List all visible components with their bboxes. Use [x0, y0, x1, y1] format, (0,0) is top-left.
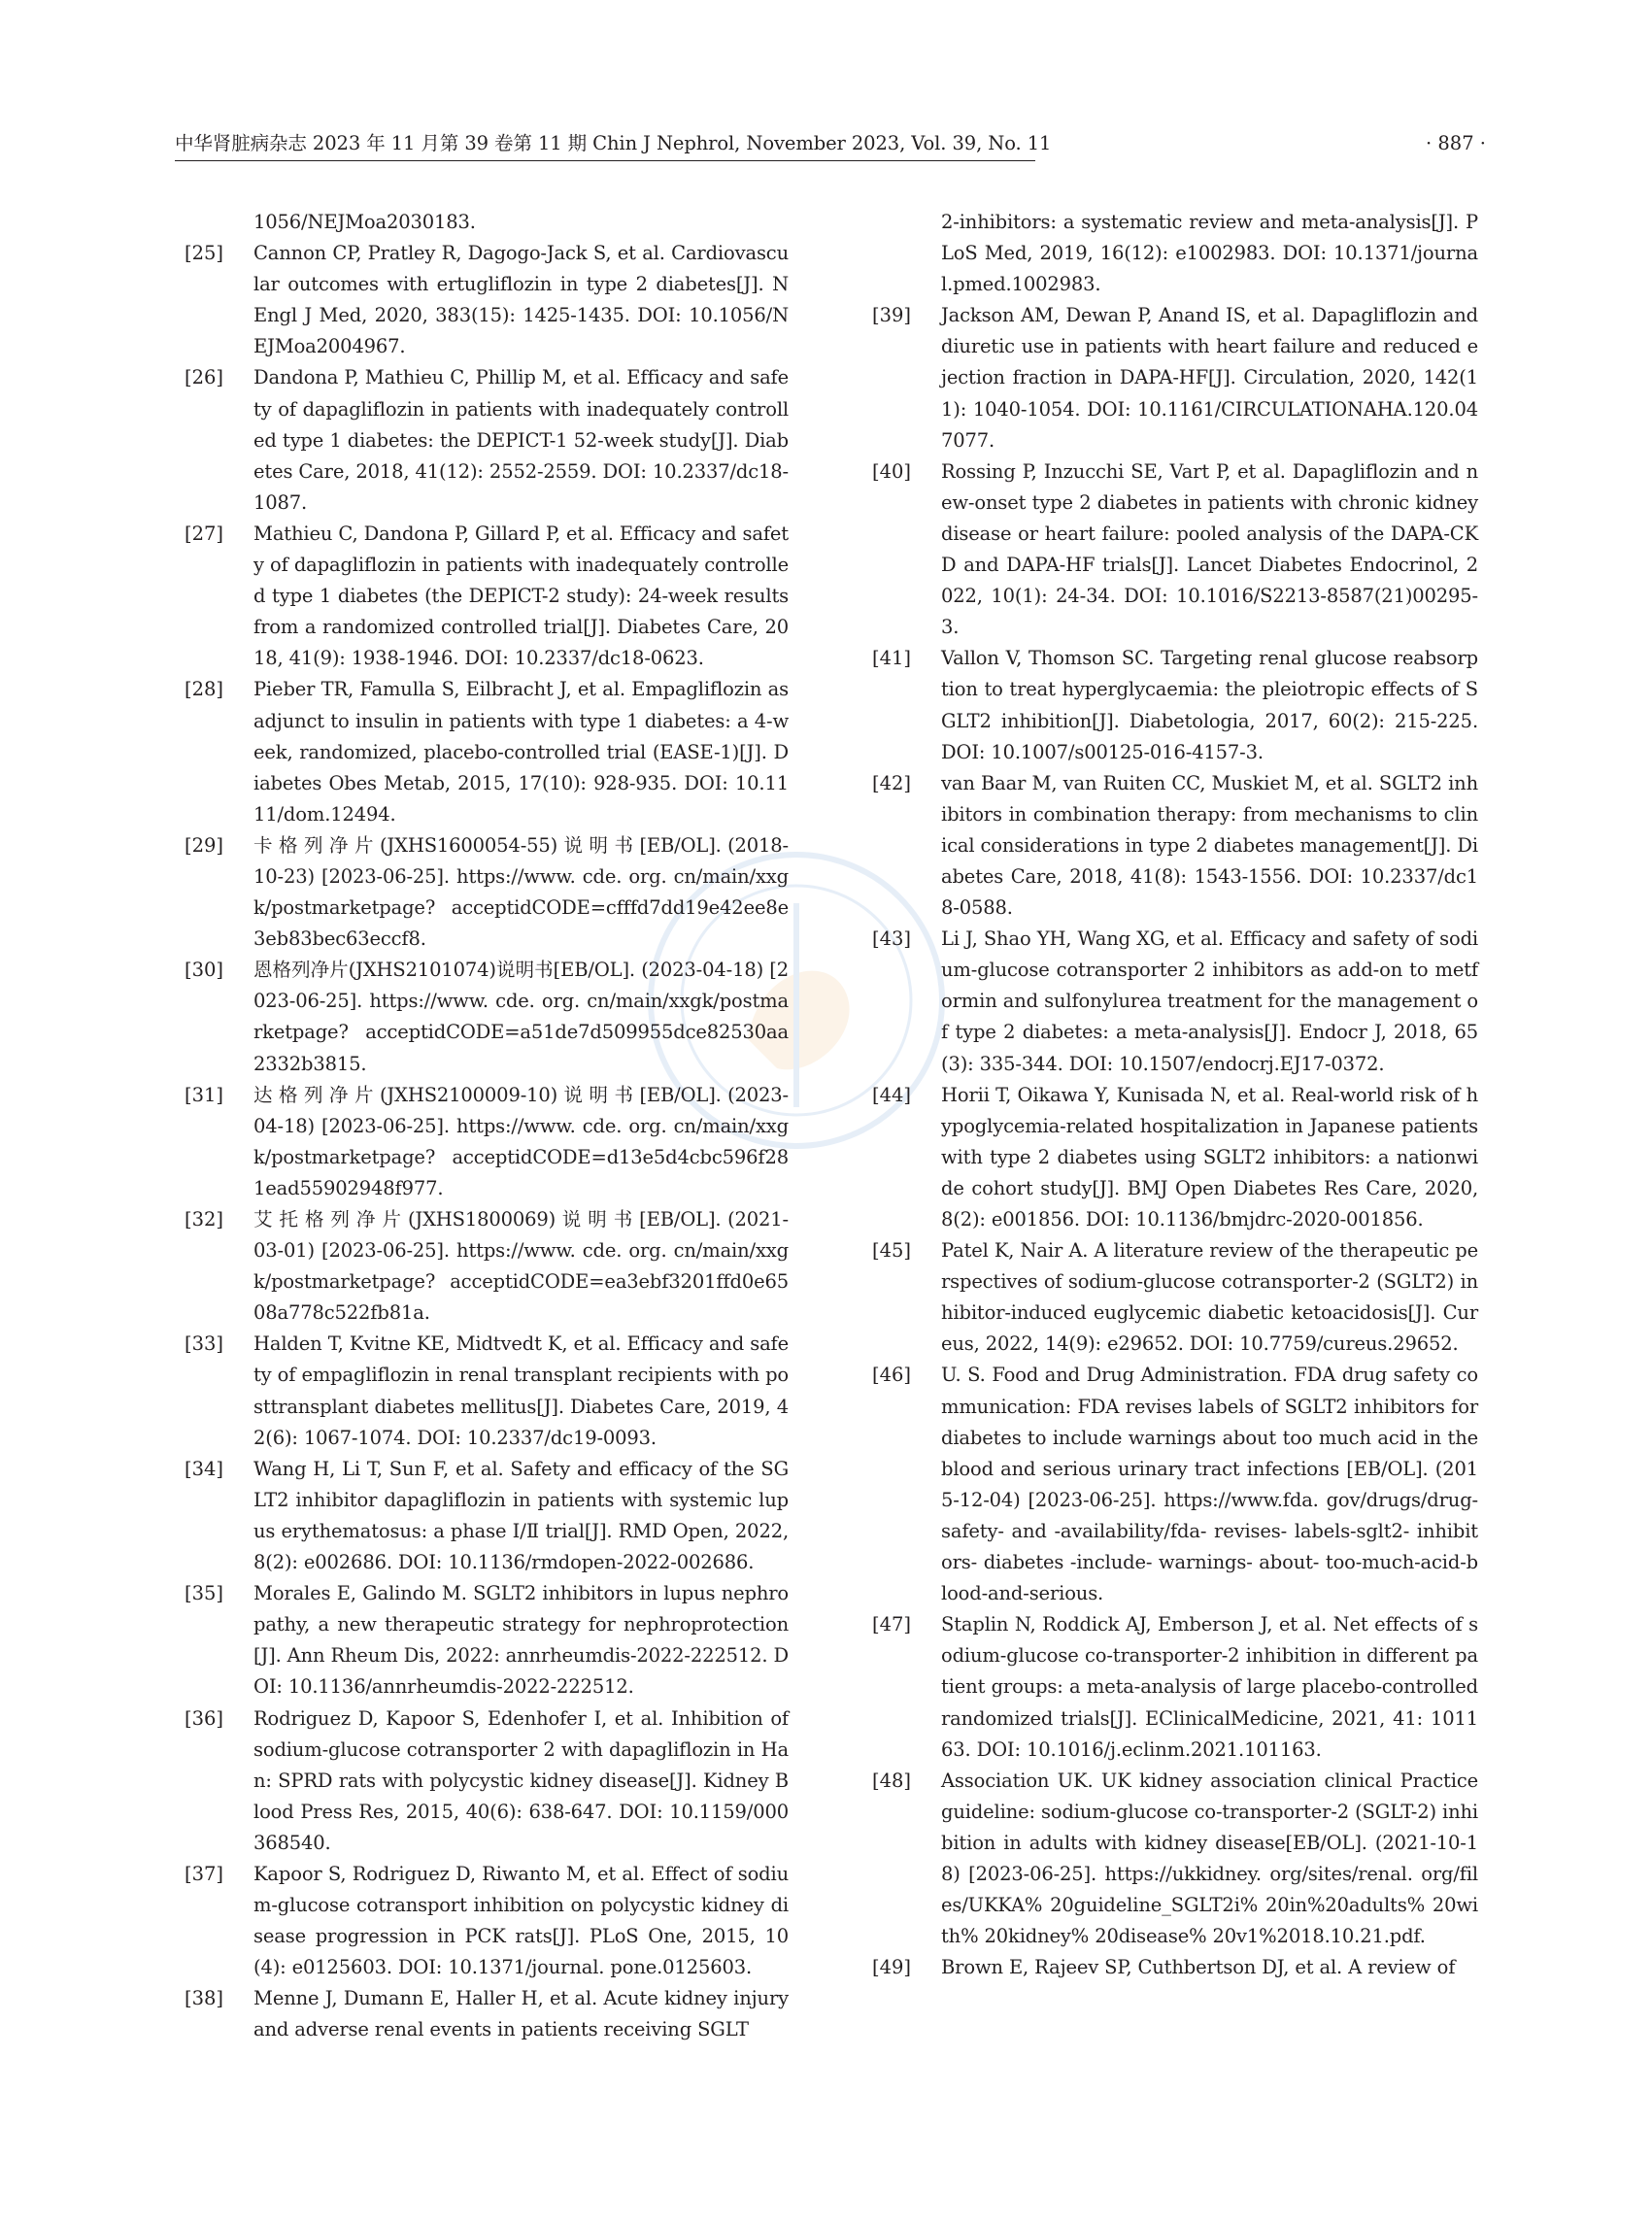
reference-number: [44]: [872, 1083, 912, 1106]
reference-text: 1056/NEJMoa2030183.: [253, 211, 476, 233]
reference-item: [185, 955, 789, 1079]
reference-item: [872, 207, 1478, 300]
reference-number: [36]: [185, 1706, 224, 1730]
reference-item: [185, 362, 789, 518]
reference-text: 恩格列净片(JXHS2101074)说明书[EB/OL]. (2023-04-18) [2023-06-25]. https://www. cde. org. cn/main/xxgk/postmarketpage? acceptidCODE=a51de7d509955dce82530aa2332b3815.: [253, 959, 789, 1075]
references-column-left: [185, 207, 789, 2046]
reference-item: [872, 1766, 1478, 1953]
reference-text: Jackson AM, Dewan P, Anand IS, et al. Dapagliflozin and diuretic use in patients with heart failure and reduced ejection fraction in DAPA-HF[J]. Circulation, 2020, 142(11): 1040-1054. DOI: 10.1161/CIRCULATIONAHA.120.047077.: [941, 304, 1478, 452]
reference-item: [872, 924, 1478, 1079]
reference-item: [872, 300, 1478, 455]
reference-number: [49]: [872, 1956, 912, 1979]
reference-item: [872, 1609, 1478, 1765]
reference-text: Pieber TR, Famulla S, Eilbracht J, et al. Empagliflozin as adjunct to insulin in patients with type 1 diabetes: a 4-week, randomized, placebo-controlled trial (EASE-1)[J]. Diabetes Obes Metab, 2015, 17(10): 928-935. DOI: 10.1111/dom.12494.: [253, 678, 789, 826]
reference-text: Dandona P, Mathieu C, Phillip M, et al. Efficacy and safety of dapagliflozin in patients with inadequately controlled type 1 diabetes: the DEPICT-1 52-week study[J]. Diabetes Care, 2018, 41(12): 2552-2559. DOI: 10.2337/dc18-1087.: [253, 366, 789, 514]
reference-text: 2-inhibitors: a systematic review and meta-analysis[J]. PLoS Med, 2019, 16(12): e1002983. DOI: 10.1371/journal.pmed.1002983.: [941, 211, 1478, 296]
reference-text: 卡 格 列 净 片 (JXHS1600054-55) 说 明 书 [EB/OL]. (2018-10-23) [2023-06-25]. https://www. cde. org. cn/main/xxgk/postmarketpage? acceptidCODE=cfffd7dd19e42ee8e3eb83bec63eccf8.: [253, 833, 789, 951]
reference-item: [872, 1360, 1478, 1609]
reference-number: [40]: [872, 459, 912, 483]
reference-item: [185, 1983, 789, 2045]
reference-text: Patel K, Nair A. A literature review of the therapeutic perspectives of sodium-glucose cotransporter-2 (SGLT2) inhibitor-induced euglycemic diabetic ketoacidosis[J]. Cureus, 2022, 14(9): e29652. DOI: 10.7759/cureus.29652.: [941, 1239, 1478, 1356]
reference-text: Li J, Shao YH, Wang XG, et al. Efficacy and safety of sodium-glucose cotransporter 2 inhibitors as add-on to metformin and sulfonylurea treatment for the management of type 2 diabetes: a meta-analysis[J]. Endocr J, 2018, 65(3): 335-344. DOI: 10.1507/endocrj.EJ17-0372.: [941, 927, 1478, 1075]
reference-item: [185, 830, 789, 955]
reference-text: 达 格 列 净 片 (JXHS2100009-10) 说 明 书 [EB/OL]. (2023-04-18) [2023-06-25]. https://www. cde. org. cn/main/xxgk/postmarketpage? acceptidCODE=d13e5d4cbc596f281ead55902948f977.: [253, 1083, 789, 1199]
reference-item: [185, 1454, 789, 1578]
reference-number: [34]: [185, 1457, 224, 1480]
reference-item: [185, 1329, 789, 1453]
reference-item: [185, 1703, 789, 1859]
reference-number: [42]: [872, 771, 912, 794]
reference-item: [185, 519, 789, 674]
reference-number: [25]: [185, 242, 224, 265]
reference-item: [185, 238, 789, 362]
reference-text: U. S. Food and Drug Administration. FDA drug safety communication: FDA revises labels of SGLT2 inhibitors for diabetes to include warnings about too much acid in the blood and serious urinary tract infections [EB/OL]. (2015-12-04) [2023-06-25]. https://www.fda. gov/drugs/drug- safety- and -availability/fda- revises- labels-sglt2- inhibitors- diabetes -include- warnings- about- too-much-acid-blood-and-serious.: [941, 1364, 1478, 1605]
reference-item: [872, 1080, 1478, 1235]
references-column-right: [872, 207, 1478, 1983]
running-header: [175, 130, 1052, 161]
reference-number: [30]: [185, 959, 224, 982]
reference-text: Brown E, Rajeev SP, Cuthbertson DJ, et al. A review of: [941, 1956, 1456, 1979]
reference-number: [32]: [185, 1208, 224, 1230]
page-number: · 887 ·: [1425, 132, 1486, 154]
reference-text: Kapoor S, Rodriguez D, Riwanto M, et al. Effect of sodium-glucose cotransport inhibition on polycystic kidney disease progression in PCK rats[J]. PLoS One, 2015, 10(4): e0125603. DOI: 10.1371/journal. pone.0125603.: [253, 1862, 789, 1979]
reference-number: [31]: [185, 1083, 224, 1106]
reference-number: [35]: [185, 1582, 224, 1605]
reference-item: [185, 207, 789, 238]
reference-text: Rodriguez D, Kapoor S, Edenhofer I, et al. Inhibition of sodium-glucose cotransporter 2 with dapagliflozin in Han: SPRD rats with polycystic kidney disease[J]. Kidney Blood Press Res, 2015, 40(6): 638-647. DOI: 10.1159/000368540.: [253, 1706, 789, 1854]
reference-item: [185, 1859, 789, 1983]
reference-text: 艾 托 格 列 净 片 (JXHS1800069) 说 明 书 [EB/OL]. (2021-03-01) [2023-06-25]. https://www. cde. org. cn/main/xxgk/postmarketpage? acceptidCODE=ea3ebf3201ffd0e6508a778c522fb81a.: [253, 1208, 789, 1325]
reference-item: [872, 456, 1478, 644]
reference-text: Cannon CP, Pratley R, Dagogo-Jack S, et al. Cardiovascular outcomes with ertugliflozin in type 2 diabetes[J]. N Engl J Med, 2020, 383(15): 1425-1435. DOI: 10.1056/NEJMoa2004967.: [253, 242, 789, 358]
reference-number: [26]: [185, 366, 224, 389]
reference-item: [185, 1204, 789, 1329]
reference-number: [47]: [872, 1613, 912, 1636]
reference-number: [39]: [872, 304, 912, 327]
reference-item: [185, 674, 789, 829]
reference-item: [872, 768, 1478, 924]
reference-number: [45]: [872, 1239, 912, 1263]
reference-number: [27]: [185, 522, 224, 545]
reference-text: Mathieu C, Dandona P, Gillard P, et al. Efficacy and safety of dapagliflozin in patients with inadequately controlled type 1 diabetes (the DEPICT-2 study): 24-week results from a randomized controlled trial[J]. Diabetes Care, 2018, 41(9): 1938-1946. DOI: 10.2337/dc18-0623.: [253, 522, 789, 670]
reference-item: [185, 1080, 789, 1204]
reference-text: Halden T, Kvitne KE, Midtvedt K, et al. Efficacy and safety of empagliflozin in renal transplant recipients with posttransplant diabetes mellitus[J]. Diabetes Care, 2019, 42(6): 1067-1074. DOI: 10.2337/dc19-0093.: [253, 1332, 789, 1449]
reference-item: [872, 643, 1478, 767]
reference-number: [29]: [185, 833, 224, 857]
reference-text: Staplin N, Roddick AJ, Emberson J, et al. Net effects of sodium-glucose co-transporter-2 inhibition in different patient groups: a meta-analysis of large placebo-controlled randomized trials[J]. EClinicalMedicine, 2021, 41: 101163. DOI: 10.1016/j.eclinm.2021.101163.: [941, 1613, 1478, 1761]
reference-number: [41]: [872, 647, 912, 670]
reference-item: [872, 1952, 1478, 1983]
reference-number: [28]: [185, 678, 224, 701]
reference-text: Horii T, Oikawa Y, Kunisada N, et al. Real-world risk of hypoglycemia-related hospitalization in Japanese patients with type 2 diabetes using SGLT2 inhibitors: a nationwide cohort study[J]. BMJ Open Diabetes Res Care, 2020, 8(2): e001856. DOI: 10.1136/bmjdrc-2020-001856.: [941, 1083, 1478, 1230]
reference-text: Menne J, Dumann E, Haller H, et al. Acute kidney injury and adverse renal events in patients receiving SGLT: [253, 1987, 789, 2041]
reference-number: [33]: [185, 1332, 224, 1356]
reference-text: Wang H, Li T, Sun F, et al. Safety and efficacy of the SGLT2 inhibitor dapagliflozin in patients with systemic lupus erythematosus: a phase Ⅰ/Ⅱ trial[J]. RMD Open, 2022, 8(2): e002686. DOI: 10.1136/rmdopen-2022-002686.: [253, 1457, 789, 1574]
reference-text: Morales E, Galindo M. SGLT2 inhibitors in lupus nephropathy, a new therapeutic strategy for nephroprotection[J]. Ann Rheum Dis, 2022: annrheumdis-2022-222512. DOI: 10.1136/annrheumdis-2022-222512.: [253, 1582, 789, 1699]
reference-number: [48]: [872, 1769, 912, 1792]
reference-item: [185, 1578, 789, 1702]
reference-item: [872, 1235, 1478, 1360]
journal-line: 中华肾脏病杂志 2023 年 11 月第 39 卷第 11 期 Chin J Nephrol, November 2023, Vol. 39, No. 11: [175, 132, 1052, 154]
reference-number: [43]: [872, 927, 912, 951]
reference-text: van Baar M, van Ruiten CC, Muskiet M, et al. SGLT2 inhibitors in combination therapy: from mechanisms to clinical considerations in type 2 diabetes management[J]. Diabetes Care, 2018, 41(8): 1543-1556. DOI: 10.2337/dc18-0588.: [941, 771, 1478, 920]
reference-number: [37]: [185, 1862, 224, 1885]
reference-text: Rossing P, Inzucchi SE, Vart P, et al. Dapagliflozin and new-onset type 2 diabetes in patients with chronic kidney disease or heart failure: pooled analysis of the DAPA-CKD and DAPA-HF trials[J]. Lancet Diabetes Endocrinol, 2022, 10(1): 24-34. DOI: 10.1016/S2213-8587(21)00295-3.: [941, 459, 1478, 639]
reference-text: Vallon V, Thomson SC. Targeting renal glucose reabsorption to treat hyperglycaemia: the pleiotropic effects of SGLT2 inhibition[J]. Diabetologia, 2017, 60(2): 215-225. DOI: 10.1007/s00125-016-4157-3.: [941, 647, 1478, 763]
reference-number: [46]: [872, 1364, 912, 1387]
reference-text: Association UK. UK kidney association clinical Practice guideline: sodium-glucose co-transporter-2 (SGLT-2) inhibition in adults with kidney disease[EB/OL]. (2021-10-18) [2023-06-25]. https://ukkidney. org/sites/renal. org/files/UKKA% 20guideline_SGLT2i% 20in%20adults% 20with% 20kidney% 20disease% 20v1%2018.10.21.pdf.: [941, 1769, 1478, 1948]
reference-number: [38]: [185, 1987, 224, 2010]
